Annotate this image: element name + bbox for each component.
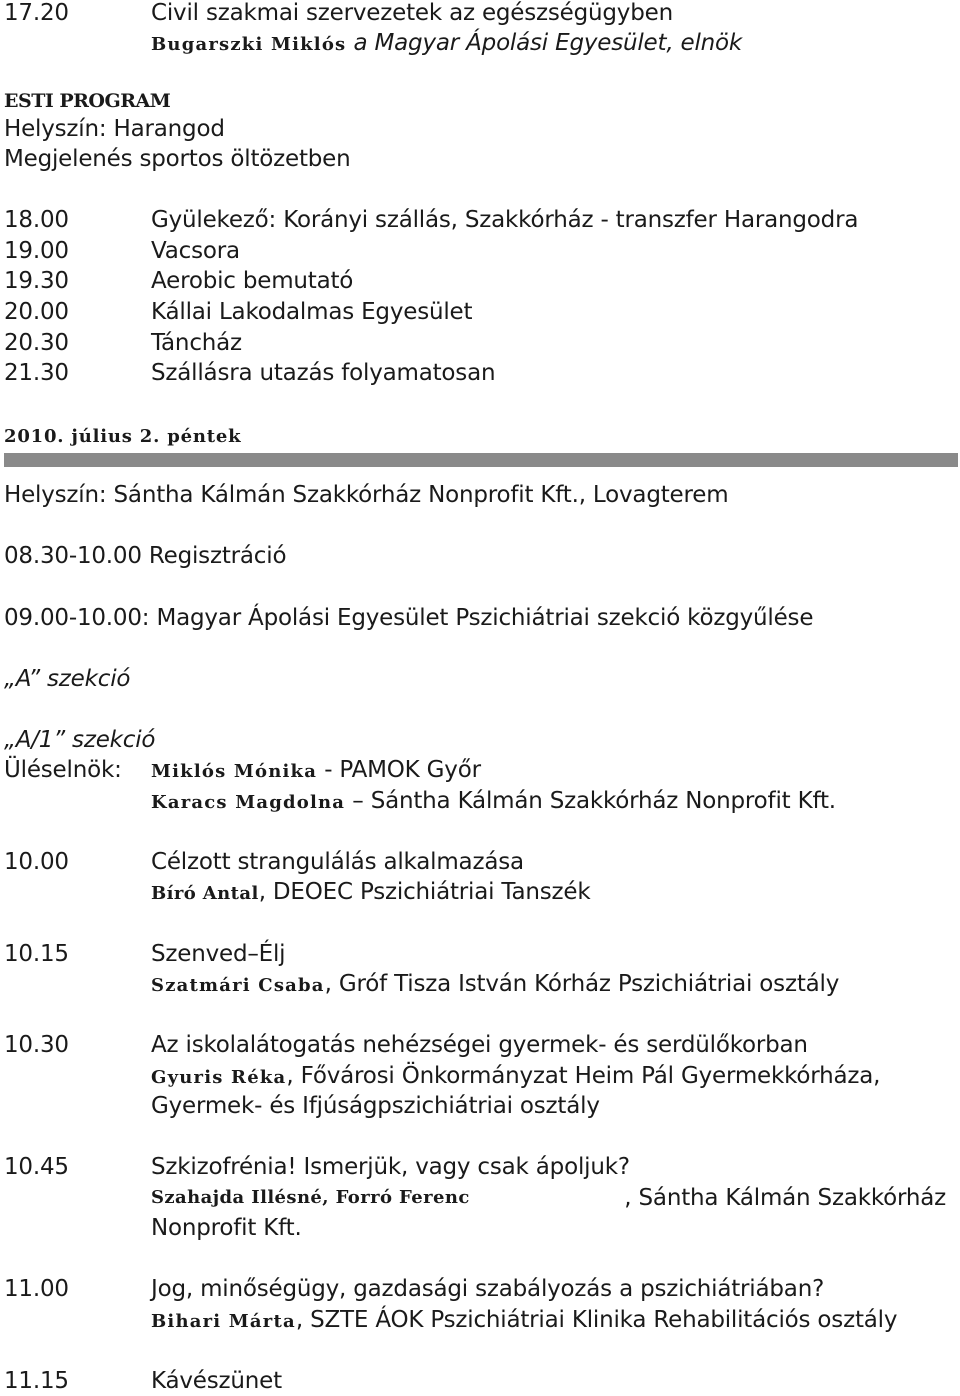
session-title: Civil szakmai szervezetek az egészségügyben [151,0,673,26]
talk-affiliation: , Fővárosi Önkormányzat Heim Pál Gyermekkórháza, [286,1063,881,1089]
speaker-name: Bugarszki Miklós [151,34,347,55]
talk-title: Az iskolalátogatás nehézségei gyermek- és serdülőkorban [151,1032,808,1058]
talk-speaker: Szahajda Illésné, Forró Ferenc [151,1187,470,1208]
chair-2-name: Karacs Magdolna [151,792,346,813]
evening-time: 18.00 [4,207,69,233]
talk-speaker-line [151,969,839,1001]
time-17-20: 17.20 [4,0,69,26]
talk-time: 10.00 [4,849,69,875]
registration-line: 08.30-10.00 Regisztráció [4,543,287,569]
talk-title: Szkizofrénia! Ismerjük, vagy csak ápoljuk? [151,1154,630,1180]
chairs-label: Üléselnök: [4,757,122,783]
talk-time: 10.45 [4,1154,69,1180]
talk-speaker-line [151,1061,880,1093]
talk-time: 10.30 [4,1032,69,1058]
evening-time: 19.30 [4,268,69,294]
evening-time: 21.30 [4,360,69,386]
speaker-line [151,28,742,60]
section-a-title: „A” szekció [4,666,131,692]
talk-time: 11.15 [4,1368,69,1394]
day-heading: 2010. július 2. péntek [4,426,242,447]
talk-affiliation-cont: Nonprofit Kft. [151,1215,302,1241]
talk-title: Célzott strangulálás alkalmazása [151,849,524,875]
talk-affiliation: , Gróf Tisza István Kórház Pszichiátriai osztály [324,971,840,997]
evening-time: 20.30 [4,330,69,356]
talk-affiliation: , SZTE ÁOK Pszichiátriai Klinika Rehabilitációs osztály [295,1307,898,1333]
talk-speaker-line [151,877,590,909]
talk-speaker: Szatmári Csaba [151,975,325,996]
chair-2-affiliation: – Sántha Kálmán Szakkórház Nonprofit Kft. [345,788,836,814]
talk-time: 11.00 [4,1276,69,1302]
evening-venue: Helyszín: Harangod [4,116,225,142]
chair-2 [151,786,836,818]
evening-dress: Megjelenés sportos öltözetben [4,146,351,172]
evening-item: Aerobic bemutató [151,268,354,294]
section-a1-title: „A/1” szekció [4,727,156,753]
talk-affiliation: , Sántha Kálmán Szakkórház [624,1185,946,1211]
evening-item: Gyülekező: Korányi szállás, Szakkórház - transzfer Harangodra [151,207,859,233]
evening-time: 20.00 [4,299,69,325]
talk-speaker-line [151,1305,897,1337]
evening-time: 19.00 [4,238,69,264]
talk-affiliation-cont: Gyermek- és Ifjúságpszichiátriai osztály [151,1093,600,1119]
talk-speaker: Bihari Márta [151,1311,296,1332]
talk-affiliation: , DEOEC Pszichiátriai Tanszék [258,879,591,905]
talk-title: Jog, minőségügy, gazdasági szabályozás a pszichiátriában? [151,1276,825,1302]
talk-title: Szenved–Élj [151,941,286,967]
evening-item: Vacsora [151,238,240,264]
chair-1 [151,755,481,787]
talk-speaker-line [151,1183,946,1213]
chair-1-affiliation: - PAMOK Győr [317,757,481,783]
day-venue: Helyszín: Sántha Kálmán Szakkórház Nonprofit Kft., Lovagterem [4,482,729,508]
talk-title: Kávészünet [151,1368,282,1394]
evening-heading: ESTI PROGRAM [4,90,171,112]
evening-item: Kállai Lakodalmas Egyesület [151,299,473,325]
talk-speaker: Gyuris Réka [151,1067,287,1088]
assembly-line: 09.00-10.00: Magyar Ápolási Egyesület Pszichiátriai szekció közgyűlése [4,605,814,631]
evening-item: Szállásra utazás folyamatosan [151,360,496,386]
talk-time: 10.15 [4,941,69,967]
speaker-affiliation: a Magyar Ápolási Egyesület, elnök [353,30,743,56]
day-divider-bar [4,453,958,467]
evening-item: Táncház [151,330,242,356]
chair-1-name: Miklós Mónika [151,761,318,782]
talk-speaker: Bíró Antal [151,883,259,904]
